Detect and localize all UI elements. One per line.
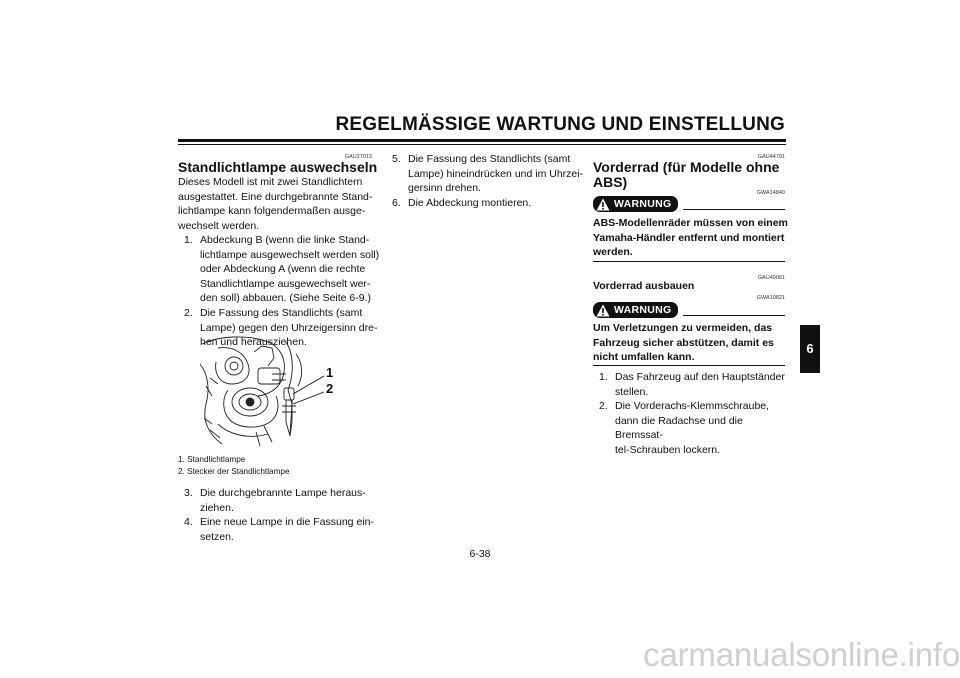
section-code: GAU27013: [344, 154, 372, 160]
list-item: 5. Die Fassung des Standlichts (samt Lampe) hineindrücken und im Uhrzei- gersinn drehen.: [392, 153, 584, 195]
warning-badge: WARNUNG: [593, 302, 678, 318]
warning2-header: [593, 302, 785, 318]
section-title-standlicht: Standlichtlampe auswechseln: [178, 159, 378, 175]
caption-2: 2. Stecker der Standlichtlampe: [178, 467, 290, 476]
steps-list-middle: [386, 152, 586, 210]
list-item: 3. Die durchgebrannte Lampe heraus- ziehen.: [184, 487, 366, 514]
steps-list-b: [178, 486, 383, 544]
caption-1: 1. Standlichtlampe: [178, 455, 246, 464]
steps-list-a: [178, 233, 383, 350]
warning2-rule: [683, 315, 785, 316]
page-number: 6-38: [469, 548, 491, 560]
header-rule: [178, 139, 786, 142]
list-item: 1. Abdeckung B (wenn die linke Stand- lichtlampe ausgewechselt werden soll) oder Abdeckung A (wenn die rechte Standlichtlampe ausgewechselt wer- den soll) abbauen. (Siehe Seite 6-9.): [184, 234, 380, 305]
subsection-code: GAU40061: [757, 275, 785, 281]
intro-paragraph: Dieses Modell ist mit zwei Standlichtern ausgestattet. Eine durchgebrannte Stand- lichtlampe kann folgendermaßen ausge- wechselt werden.: [178, 176, 373, 232]
list-item: 6. Die Abdeckung montieren.: [392, 196, 532, 209]
figure-captions: [178, 454, 378, 478]
warning2-code: GWA10821: [756, 295, 785, 301]
warning1-bottom-rule: [593, 261, 785, 262]
warning1-text: ABS-Modellenräder müssen von einem Yamaha-Händler entfernt und montiert werden.: [593, 217, 788, 258]
warning2-bottom-rule: [593, 365, 785, 366]
warning1-rule: [683, 209, 785, 210]
steps-list-right: [593, 370, 793, 458]
standlicht-illustration: [198, 334, 358, 450]
list-item: 2. Die Vorderachs-Klemmschraube, dann die Radachse und die Bremssat- tel-Schrauben lockern.: [599, 400, 770, 456]
list-item: 4. Eine neue Lampe in die Fassung ein- setzen.: [184, 516, 374, 543]
standlicht-figure: [198, 334, 358, 450]
warning-badge: WARNUNG: [593, 196, 678, 212]
callout-2: 2: [326, 381, 334, 396]
warning1-code: GWA14840: [756, 190, 785, 196]
section-code-vorderrad: GAU44791: [757, 154, 785, 160]
warning1-header: [593, 196, 785, 212]
chapter-tab[interactable]: 6: [800, 325, 820, 373]
list-item: 2. Die Fassung des Standlichts (samt Lampe) gegen den Uhrzeigersinn dre- hen und herausziehen.: [184, 306, 378, 349]
list-item: 1. Das Fahrzeug auf den Hauptständer stellen.: [599, 371, 785, 398]
warning-triangle-icon: [596, 198, 610, 211]
warning-triangle-icon: [596, 304, 610, 317]
callout-1: 1: [326, 365, 334, 380]
page-header-title: REGELMÄSSIGE WARTUNG UND EINSTELLUNG: [335, 114, 785, 135]
watermark-text: carmanualsonline.info: [643, 636, 960, 673]
header-rule-thin: [178, 144, 786, 145]
warning2-text: Um Verletzungen zu vermeiden, das Fahrzeug sicher abstützen, damit es nicht umfallen kann.: [593, 322, 774, 363]
section-title-vorderrad: Vorderrad (für Modelle ohne ABS): [593, 159, 780, 190]
subsection-title: Vorderrad ausbauen: [593, 280, 695, 292]
